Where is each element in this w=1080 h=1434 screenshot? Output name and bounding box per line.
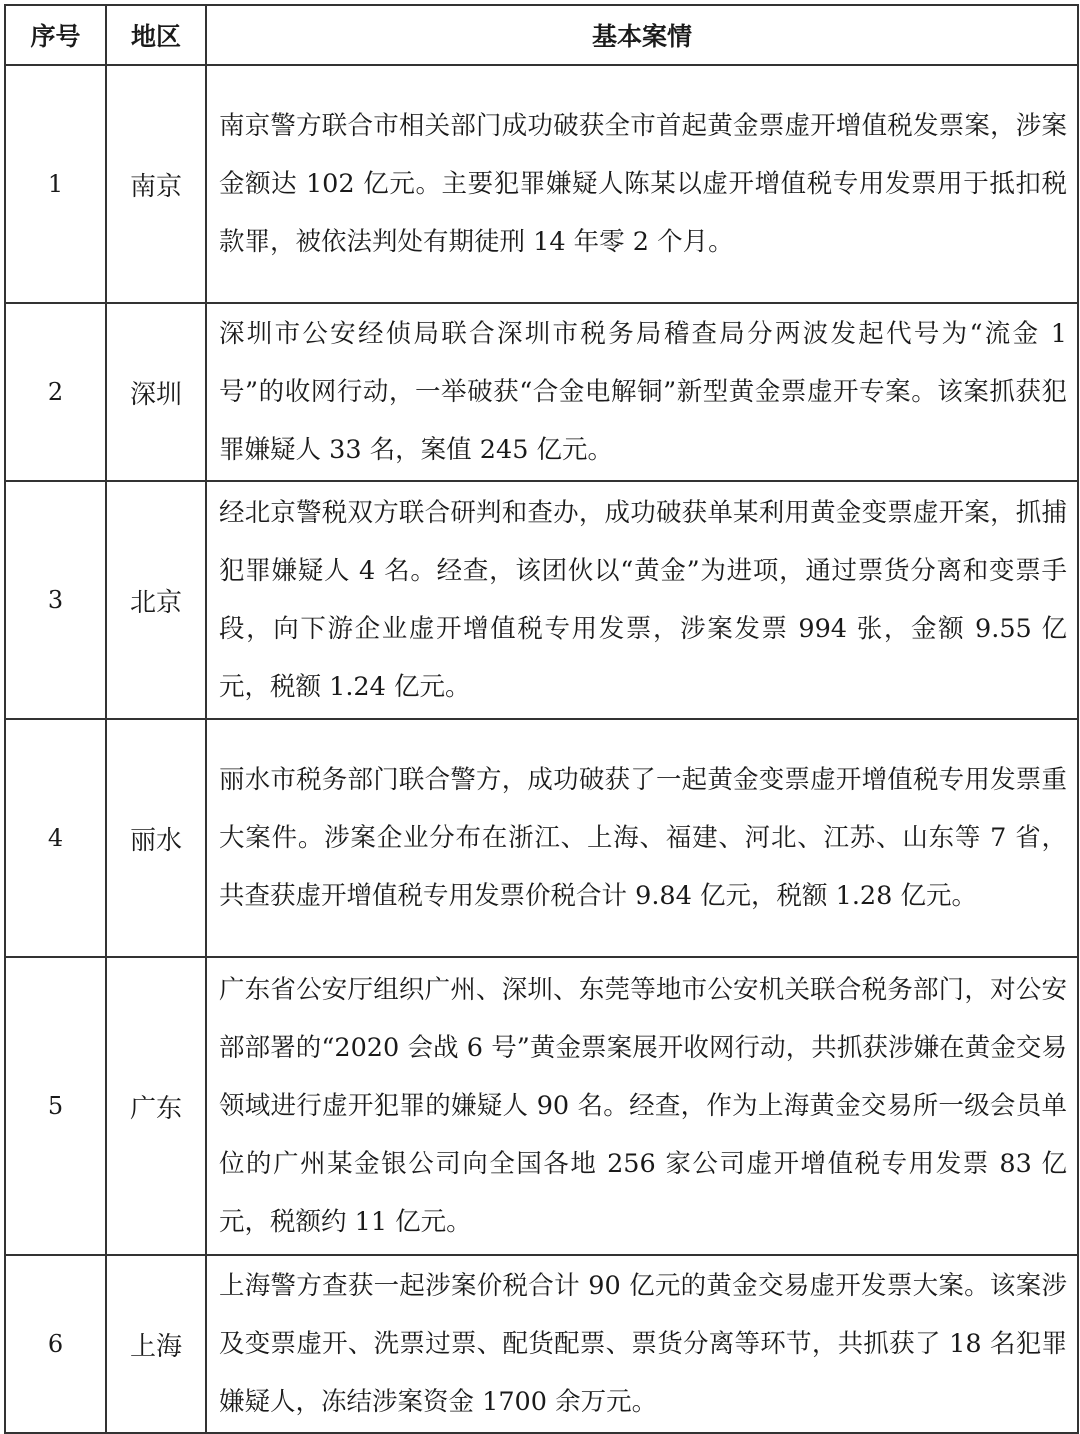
case-table [4,4,1079,1434]
table-row [5,957,1078,1255]
table-row [5,481,1078,719]
row-index: 2 [5,303,106,481]
row-region: 北京 [106,481,206,719]
row-region: 广东 [106,957,206,1255]
table-body [5,65,1078,1433]
row-details: 上海警方查获一起涉案价税合计 90 亿元的黄金交易虚开发票大案。该案涉及变票虚开、洗票过票、配货配票、票货分离等环节，共抓获了 18 名犯罪嫌疑人，冻结涉案资金 1700 余万元。 [206,1255,1078,1433]
row-region: 深圳 [106,303,206,481]
row-region: 上海 [106,1255,206,1433]
row-index: 3 [5,481,106,719]
row-index: 6 [5,1255,106,1433]
table-row [5,1255,1078,1433]
row-details: 丽水市税务部门联合警方，成功破获了一起黄金变票虚开增值税专用发票重大案件。涉案企业分布在浙江、上海、福建、河北、江苏、山东等 7 省，共查获虚开增值税专用发票价税合计 9.84 亿元，税额 1.28 亿元。 [206,719,1078,957]
row-details: 广东省公安厅组织广州、深圳、东莞等地市公安机关联合税务部门，对公安部部署的“2020 会战 6 号”黄金票案展开收网行动，共抓获涉嫌在黄金交易领域进行虚开犯罪的嫌疑人 90 名。经查，作为上海黄金交易所一级会员单位的广州某金银公司向全国各地 256 家公司虚开增值税专用发票 83 亿元，税额约 11 亿元。 [206,957,1078,1255]
header-row [5,5,1078,65]
row-details: 南京警方联合市相关部门成功破获全市首起黄金票虚开增值税发票案，涉案金额达 102 亿元。主要犯罪嫌疑人陈某以虚开增值税专用发票用于抵扣税款罪，被依法判处有期徒刑 14 年零 2 个月。 [206,65,1078,303]
row-region: 南京 [106,65,206,303]
header-index: 序号 [5,5,106,65]
row-region: 丽水 [106,719,206,957]
row-index: 4 [5,719,106,957]
table-row [5,719,1078,957]
header-region: 地区 [106,5,206,65]
header-details: 基本案情 [206,5,1078,65]
row-index: 1 [5,65,106,303]
table-header [5,5,1078,65]
row-details: 深圳市公安经侦局联合深圳市税务局稽查局分两波发起代号为“流金 1 号”的收网行动，一举破获“合金电解铜”新型黄金票虚开专案。该案抓获犯罪嫌疑人 33 名，案值 245 亿元。 [206,303,1078,481]
table-row [5,303,1078,481]
table-row [5,65,1078,303]
row-index: 5 [5,957,106,1255]
row-details: 经北京警税双方联合研判和查办，成功破获单某利用黄金变票虚开案，抓捕犯罪嫌疑人 4 名。经查，该团伙以“黄金”为进项，通过票货分离和变票手段，向下游企业虚开增值税专用发票，涉案发票 994 张，金额 9.55 亿元，税额 1.24 亿元。 [206,481,1078,719]
